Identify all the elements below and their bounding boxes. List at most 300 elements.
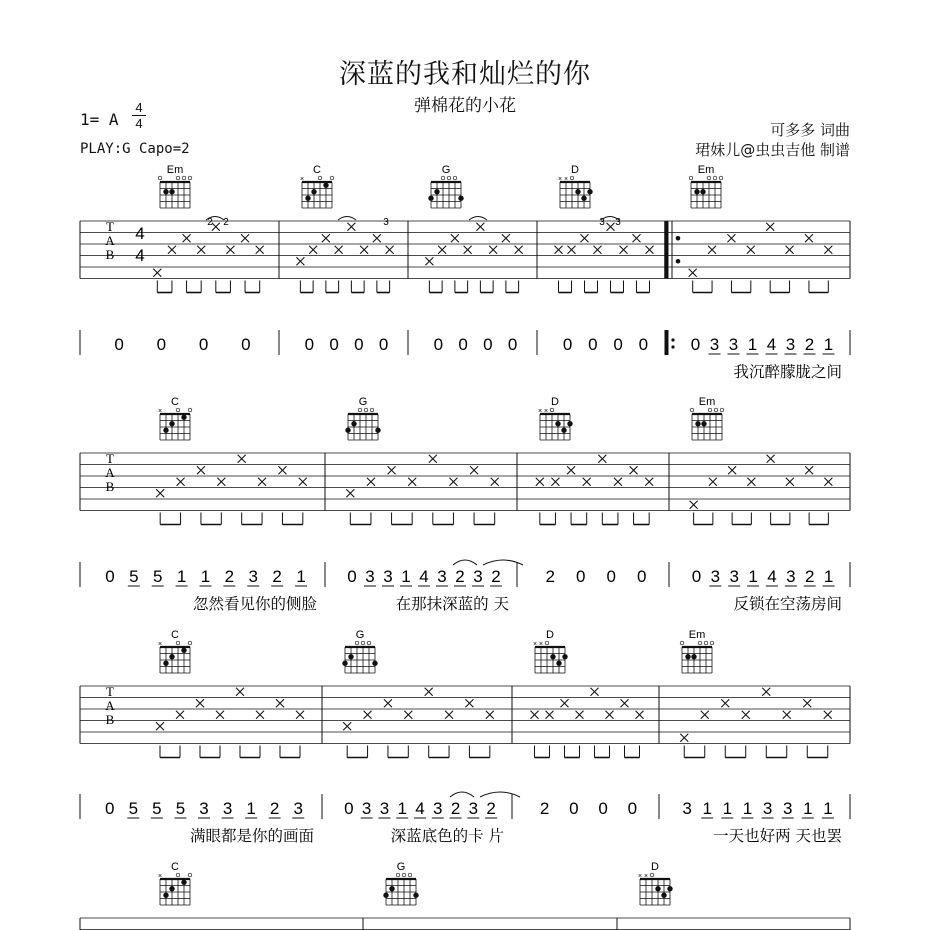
tab-x-note bbox=[805, 466, 813, 474]
chord-name: Em bbox=[698, 396, 716, 408]
finger-dot bbox=[694, 189, 699, 194]
lyric-line: 忽然看见你的侧脸 bbox=[192, 595, 317, 613]
numbered-note: 0 bbox=[637, 567, 647, 586]
chord-diagram-d bbox=[533, 629, 568, 673]
finger-dot bbox=[181, 415, 186, 420]
tab-x-note bbox=[614, 478, 622, 486]
finger-dot bbox=[163, 428, 168, 433]
tab-x-note bbox=[786, 246, 794, 254]
chord-diagram-c bbox=[300, 164, 334, 208]
tab-x-note bbox=[197, 246, 205, 254]
open-string-marker bbox=[176, 408, 180, 412]
finger-dot bbox=[163, 189, 168, 194]
numbered-note: 3 bbox=[199, 799, 209, 818]
tab-x-note bbox=[216, 711, 224, 719]
numbered-note: 2 bbox=[455, 567, 465, 586]
tab-x-note bbox=[153, 269, 161, 277]
tab-clef-letter: T bbox=[106, 684, 114, 699]
tie-arc bbox=[453, 560, 477, 565]
numbered-note: 0 bbox=[198, 335, 209, 354]
tab-x-note bbox=[438, 246, 446, 254]
tab-x-note bbox=[322, 234, 330, 242]
numbered-note: 2 bbox=[545, 567, 555, 586]
open-string-marker bbox=[441, 176, 445, 180]
tab-x-note bbox=[276, 699, 284, 707]
numbered-note: 3 bbox=[682, 799, 692, 818]
tab-time-signature: 4 bbox=[135, 246, 145, 265]
lyric-line: 深蓝底色的卡 片 bbox=[390, 827, 504, 845]
numbered-note: 3 bbox=[782, 799, 793, 818]
tab-x-note bbox=[425, 257, 433, 265]
finger-dot bbox=[685, 654, 690, 659]
finger-dot bbox=[348, 654, 353, 659]
tab-x-note bbox=[408, 478, 416, 486]
tie-arc bbox=[450, 792, 474, 797]
numbered-note: 0 bbox=[156, 335, 167, 354]
tie-arc bbox=[338, 217, 356, 221]
tab-x-note bbox=[805, 234, 813, 242]
tab-x-note bbox=[299, 478, 307, 486]
open-string-marker bbox=[708, 408, 712, 412]
tab-clef-letter: A bbox=[105, 698, 115, 713]
tab-x-note bbox=[594, 246, 602, 254]
song-title: 深蓝的我和灿烂的你 bbox=[339, 59, 591, 90]
numbered-note: 4 bbox=[766, 335, 777, 354]
numbered-note: 3 bbox=[473, 567, 483, 586]
numbered-note: 3 bbox=[361, 799, 372, 818]
chord-name: Em bbox=[697, 164, 715, 176]
open-string-marker bbox=[182, 176, 186, 180]
open-string-marker bbox=[355, 641, 359, 645]
fret-number: 3 bbox=[383, 217, 389, 228]
finger-dot bbox=[562, 654, 567, 659]
open-string-marker bbox=[713, 176, 717, 180]
tab-x-note bbox=[561, 699, 569, 707]
chord-name: Em bbox=[688, 629, 706, 641]
chord-diagram-c bbox=[158, 629, 192, 673]
numbered-note: 0 bbox=[627, 799, 638, 818]
tab-x-note bbox=[824, 246, 832, 254]
open-string-marker bbox=[710, 641, 714, 645]
numbered-note: 0 bbox=[347, 567, 357, 586]
open-string-marker bbox=[550, 408, 554, 412]
tab-x-note bbox=[536, 478, 544, 486]
numbered-note: 3 bbox=[248, 567, 259, 586]
numbered-note: 0 bbox=[691, 567, 702, 586]
numbered-note: 0 bbox=[105, 799, 115, 818]
chord-name: G bbox=[396, 861, 406, 873]
tab-x-note bbox=[567, 466, 575, 474]
tab-x-note bbox=[803, 699, 811, 707]
tab-x-note bbox=[464, 246, 472, 254]
open-string-marker bbox=[704, 641, 708, 645]
tab-x-note bbox=[680, 734, 688, 742]
tab-x-note bbox=[451, 234, 459, 242]
finger-dot bbox=[556, 661, 561, 666]
tab-x-note bbox=[766, 223, 774, 231]
muted-string-marker: × bbox=[643, 873, 649, 880]
tab-x-note bbox=[241, 234, 249, 242]
tab-x-note bbox=[515, 246, 523, 254]
tab-x-note bbox=[238, 455, 246, 463]
finger-dot bbox=[169, 189, 174, 194]
chord-diagram-g bbox=[345, 396, 380, 440]
finger-dot bbox=[575, 189, 580, 194]
repeat-dot bbox=[676, 236, 681, 241]
key-signature: 1= A bbox=[80, 110, 119, 129]
finger-dot bbox=[691, 654, 696, 659]
finger-dot bbox=[661, 893, 666, 898]
finger-dot bbox=[667, 886, 672, 891]
muted-string-marker: × bbox=[157, 873, 163, 880]
open-string-marker bbox=[188, 873, 192, 877]
numbered-note: 0 bbox=[344, 799, 354, 818]
tab-x-note bbox=[429, 455, 437, 463]
numbered-note: 1 bbox=[748, 567, 758, 586]
finger-dot bbox=[700, 189, 705, 194]
chord-diagram-d bbox=[638, 861, 673, 905]
finger-dot bbox=[163, 661, 168, 666]
finger-dot bbox=[345, 428, 350, 433]
numbered-note: 1 bbox=[823, 567, 834, 586]
numbered-note: 3 bbox=[785, 335, 796, 354]
tab-clef-letter: A bbox=[105, 465, 115, 480]
numbered-note: 0 bbox=[690, 335, 701, 354]
finger-dot bbox=[181, 648, 186, 653]
numbered-note: 3 bbox=[728, 335, 739, 354]
numbered-note: 0 bbox=[598, 799, 608, 818]
numbered-note: 5 bbox=[152, 799, 162, 818]
numbered-note: 2 bbox=[491, 567, 501, 586]
muted-string-marker: × bbox=[637, 873, 643, 880]
lyric-line: 我沉醉朦胧之间 bbox=[733, 363, 842, 381]
tab-x-note bbox=[373, 234, 381, 242]
open-string-marker bbox=[396, 873, 400, 877]
tab-clef-letter: B bbox=[105, 479, 115, 494]
tab-x-note bbox=[636, 711, 644, 719]
tab-x-note bbox=[470, 466, 478, 474]
numbered-note: 2 bbox=[272, 567, 282, 586]
lyric-line: 反锁在空荡房间 bbox=[733, 595, 842, 613]
tab-x-note bbox=[347, 223, 355, 231]
numbered-note: 3 bbox=[709, 335, 720, 354]
tab-x-note bbox=[531, 711, 539, 719]
numbered-note: 1 bbox=[803, 799, 813, 818]
tab-x-note bbox=[309, 246, 317, 254]
numbered-note: 3 bbox=[786, 567, 796, 586]
tab-x-note bbox=[620, 246, 628, 254]
lyricist-composer: 可多多 词曲 bbox=[770, 121, 850, 139]
finger-dot bbox=[372, 661, 377, 666]
open-string-marker bbox=[367, 641, 371, 645]
finger-dot bbox=[581, 196, 586, 201]
numbered-note: 0 bbox=[458, 335, 468, 354]
tab-x-note bbox=[701, 711, 709, 719]
numbered-note: 2 bbox=[804, 567, 815, 586]
numbered-note: 5 bbox=[128, 799, 139, 818]
finger-dot bbox=[561, 428, 566, 433]
tab-x-note bbox=[256, 246, 264, 254]
open-string-marker bbox=[330, 176, 334, 180]
open-string-marker bbox=[176, 176, 180, 180]
open-string-marker bbox=[650, 873, 654, 877]
numbered-note: 1 bbox=[296, 567, 306, 586]
arranger-credit: 珺妹儿@虫虫吉他 制谱 bbox=[695, 141, 850, 159]
tab-x-note bbox=[296, 257, 304, 265]
muted-string-marker: × bbox=[157, 408, 163, 415]
chord-diagram-c bbox=[158, 861, 192, 905]
tab-x-note bbox=[196, 699, 204, 707]
chord-name: D bbox=[651, 861, 659, 873]
numbered-note: 0 bbox=[613, 335, 623, 354]
finger-dot bbox=[550, 654, 555, 659]
open-string-marker bbox=[176, 641, 180, 645]
tab-x-note bbox=[388, 466, 396, 474]
numbered-note: 1 bbox=[747, 335, 758, 354]
tab-x-note bbox=[156, 722, 164, 730]
tab-x-note bbox=[476, 223, 484, 231]
open-string-marker bbox=[408, 873, 412, 877]
numbered-note: 0 bbox=[114, 335, 124, 354]
tab-x-note bbox=[367, 478, 375, 486]
tab-x-note bbox=[168, 246, 176, 254]
tab-x-note bbox=[690, 501, 698, 509]
chord-name: C bbox=[171, 861, 179, 873]
chord-diagram-g bbox=[428, 164, 463, 208]
tab-x-note bbox=[767, 455, 775, 463]
lyric-line: 在那抹深蓝的 天 bbox=[395, 595, 509, 613]
tab-x-note bbox=[236, 688, 244, 696]
chord-diagram-d bbox=[538, 396, 573, 440]
capo-info: PLAY:G Capo=2 bbox=[80, 141, 190, 157]
numbered-note: 5 bbox=[152, 567, 163, 586]
system-3 bbox=[80, 684, 850, 845]
chord-name: D bbox=[551, 396, 559, 408]
numbered-note: 0 bbox=[304, 335, 315, 354]
muted-string-marker: × bbox=[157, 641, 163, 648]
open-string-marker bbox=[720, 408, 724, 412]
song-subtitle: 弹棉花的小花 bbox=[414, 96, 516, 116]
numbered-note: 0 bbox=[433, 335, 444, 354]
muted-string-marker: × bbox=[557, 176, 563, 183]
tab-x-note bbox=[386, 246, 394, 254]
finger-dot bbox=[555, 421, 560, 426]
numbered-note: 4 bbox=[419, 567, 429, 586]
numbered-note: 3 bbox=[379, 799, 390, 818]
chord-diagram-g bbox=[383, 861, 418, 905]
finger-dot bbox=[169, 654, 174, 659]
tie-arc bbox=[469, 217, 487, 221]
tab-x-note bbox=[404, 711, 412, 719]
finger-dot bbox=[163, 893, 168, 898]
finger-dot bbox=[342, 661, 347, 666]
tab-x-note bbox=[576, 711, 584, 719]
numbered-note: 1 bbox=[401, 567, 411, 586]
numbered-note: 5 bbox=[175, 799, 186, 818]
tab-x-note bbox=[591, 688, 599, 696]
tab-x-note bbox=[384, 699, 392, 707]
numbered-note: 0 bbox=[588, 335, 598, 354]
open-string-marker bbox=[364, 408, 368, 412]
tab-x-note bbox=[217, 478, 225, 486]
finger-dot bbox=[434, 189, 439, 194]
tab-x-note bbox=[360, 246, 368, 254]
numbered-note: 3 bbox=[365, 567, 375, 586]
tab-x-note bbox=[727, 234, 735, 242]
lyric-line: 一天也好两 天也罢 bbox=[713, 827, 842, 845]
numbered-note: 2 bbox=[486, 799, 496, 818]
open-string-marker bbox=[689, 176, 693, 180]
numbered-note: 4 bbox=[767, 567, 777, 586]
open-string-marker bbox=[318, 176, 322, 180]
fret-number: 2 bbox=[223, 217, 229, 228]
numbered-note: 3 bbox=[762, 799, 773, 818]
muted-string-marker: × bbox=[563, 176, 569, 183]
numbered-note: 3 bbox=[710, 567, 721, 586]
numbered-note: 3 bbox=[222, 799, 233, 818]
tab-x-note bbox=[546, 711, 554, 719]
tab-x-note bbox=[747, 246, 755, 254]
tab-x-note bbox=[177, 478, 185, 486]
chord-diagram-em bbox=[158, 164, 192, 208]
tab-x-note bbox=[742, 711, 750, 719]
tab-x-note bbox=[824, 711, 832, 719]
chord-name: C bbox=[171, 629, 179, 641]
finger-dot bbox=[375, 428, 380, 433]
tab-x-note bbox=[621, 699, 629, 707]
numbered-note: 3 bbox=[293, 799, 303, 818]
repeat-dot bbox=[676, 259, 681, 264]
tab-x-note bbox=[343, 722, 351, 730]
numbered-note: 0 bbox=[329, 335, 339, 354]
finger-dot bbox=[351, 421, 356, 426]
tab-x-note bbox=[425, 688, 433, 696]
numbered-note: 1 bbox=[823, 335, 834, 354]
tab-x-note bbox=[581, 234, 589, 242]
open-string-marker bbox=[707, 176, 711, 180]
numbered-note: 1 bbox=[246, 799, 256, 818]
chord-name: D bbox=[571, 164, 579, 176]
finger-dot bbox=[169, 421, 174, 426]
tab-clef-letter: T bbox=[106, 451, 114, 466]
tab-x-note bbox=[583, 478, 591, 486]
tab-x-note bbox=[491, 478, 499, 486]
open-string-marker bbox=[402, 873, 406, 877]
tab-x-note bbox=[449, 478, 457, 486]
lyric-line: 满眼都是你的画面 bbox=[189, 827, 314, 845]
tab-x-note bbox=[335, 246, 343, 254]
chord-diagram-g bbox=[342, 629, 377, 673]
numbered-note: 3 bbox=[729, 567, 739, 586]
finger-dot bbox=[389, 886, 394, 891]
open-string-marker bbox=[370, 408, 374, 412]
open-string-marker bbox=[570, 176, 574, 180]
chord-name: D bbox=[546, 629, 554, 641]
chord-diagram-em bbox=[689, 164, 723, 208]
time-signature-bottom: 4 bbox=[135, 116, 143, 131]
muted-string-marker: × bbox=[543, 408, 549, 415]
tab-x-note bbox=[489, 246, 497, 254]
tab-x-note bbox=[212, 223, 220, 231]
finger-dot bbox=[383, 893, 388, 898]
chord-name: G bbox=[358, 396, 368, 408]
tab-x-note bbox=[762, 688, 770, 696]
finger-dot bbox=[305, 196, 310, 201]
numbered-note: 0 bbox=[562, 335, 573, 354]
numbered-note: 2 bbox=[804, 335, 815, 354]
numbered-note: 1 bbox=[722, 799, 733, 818]
tie-arc bbox=[480, 792, 520, 797]
open-string-marker bbox=[719, 176, 723, 180]
tab-x-note bbox=[709, 478, 717, 486]
tab-x-note bbox=[783, 711, 791, 719]
tab-x-note bbox=[296, 711, 304, 719]
chord-diagram-em bbox=[690, 396, 724, 440]
tab-x-note bbox=[183, 234, 191, 242]
tab-x-note bbox=[465, 699, 473, 707]
system-2 bbox=[80, 451, 850, 613]
numbered-note: 0 bbox=[638, 335, 649, 354]
numbered-note: 0 bbox=[483, 335, 493, 354]
tab-clef-letter: T bbox=[106, 219, 114, 234]
fret-number: 2 bbox=[207, 217, 213, 228]
tab-x-note bbox=[607, 223, 615, 231]
tab-x-note bbox=[197, 466, 205, 474]
numbered-note: 2 bbox=[450, 799, 461, 818]
numbered-note: 0 bbox=[507, 335, 518, 354]
open-string-marker bbox=[690, 408, 694, 412]
tab-x-note bbox=[633, 234, 641, 242]
open-string-marker bbox=[453, 176, 457, 180]
repeat-dot bbox=[671, 345, 674, 348]
system-1 bbox=[80, 217, 850, 382]
numbered-note: 1 bbox=[742, 799, 753, 818]
finger-dot bbox=[567, 421, 572, 426]
tab-x-note bbox=[728, 466, 736, 474]
numbered-note: 0 bbox=[354, 335, 364, 354]
numbered-note: 2 bbox=[539, 799, 550, 818]
tab-x-note bbox=[445, 711, 453, 719]
tab-x-note bbox=[551, 478, 559, 486]
finger-dot bbox=[695, 421, 700, 426]
tab-clef-letter: B bbox=[105, 712, 115, 727]
tab-x-note bbox=[606, 711, 614, 719]
tab-x-note bbox=[645, 478, 653, 486]
fret-number: 3 bbox=[615, 217, 621, 228]
numbered-note: 1 bbox=[823, 799, 833, 818]
finger-dot bbox=[311, 189, 316, 194]
tab-x-note bbox=[502, 234, 510, 242]
open-string-marker bbox=[680, 641, 684, 645]
open-string-marker bbox=[188, 408, 192, 412]
muted-string-marker: × bbox=[532, 641, 538, 648]
numbered-note: 1 bbox=[176, 567, 187, 586]
tab-x-note bbox=[747, 478, 755, 486]
numbered-note: 3 bbox=[383, 567, 393, 586]
finger-dot bbox=[701, 421, 706, 426]
open-string-marker bbox=[361, 641, 365, 645]
tab-x-note bbox=[226, 246, 234, 254]
numbered-note: 5 bbox=[129, 567, 139, 586]
tab-x-note bbox=[156, 489, 164, 497]
tab-x-note bbox=[824, 478, 832, 486]
tab-x-note bbox=[708, 246, 716, 254]
finger-dot bbox=[413, 893, 418, 898]
muted-string-marker: × bbox=[538, 641, 544, 648]
numbered-note: 2 bbox=[269, 799, 280, 818]
numbered-note: 1 bbox=[702, 799, 712, 818]
finger-dot bbox=[323, 183, 328, 188]
